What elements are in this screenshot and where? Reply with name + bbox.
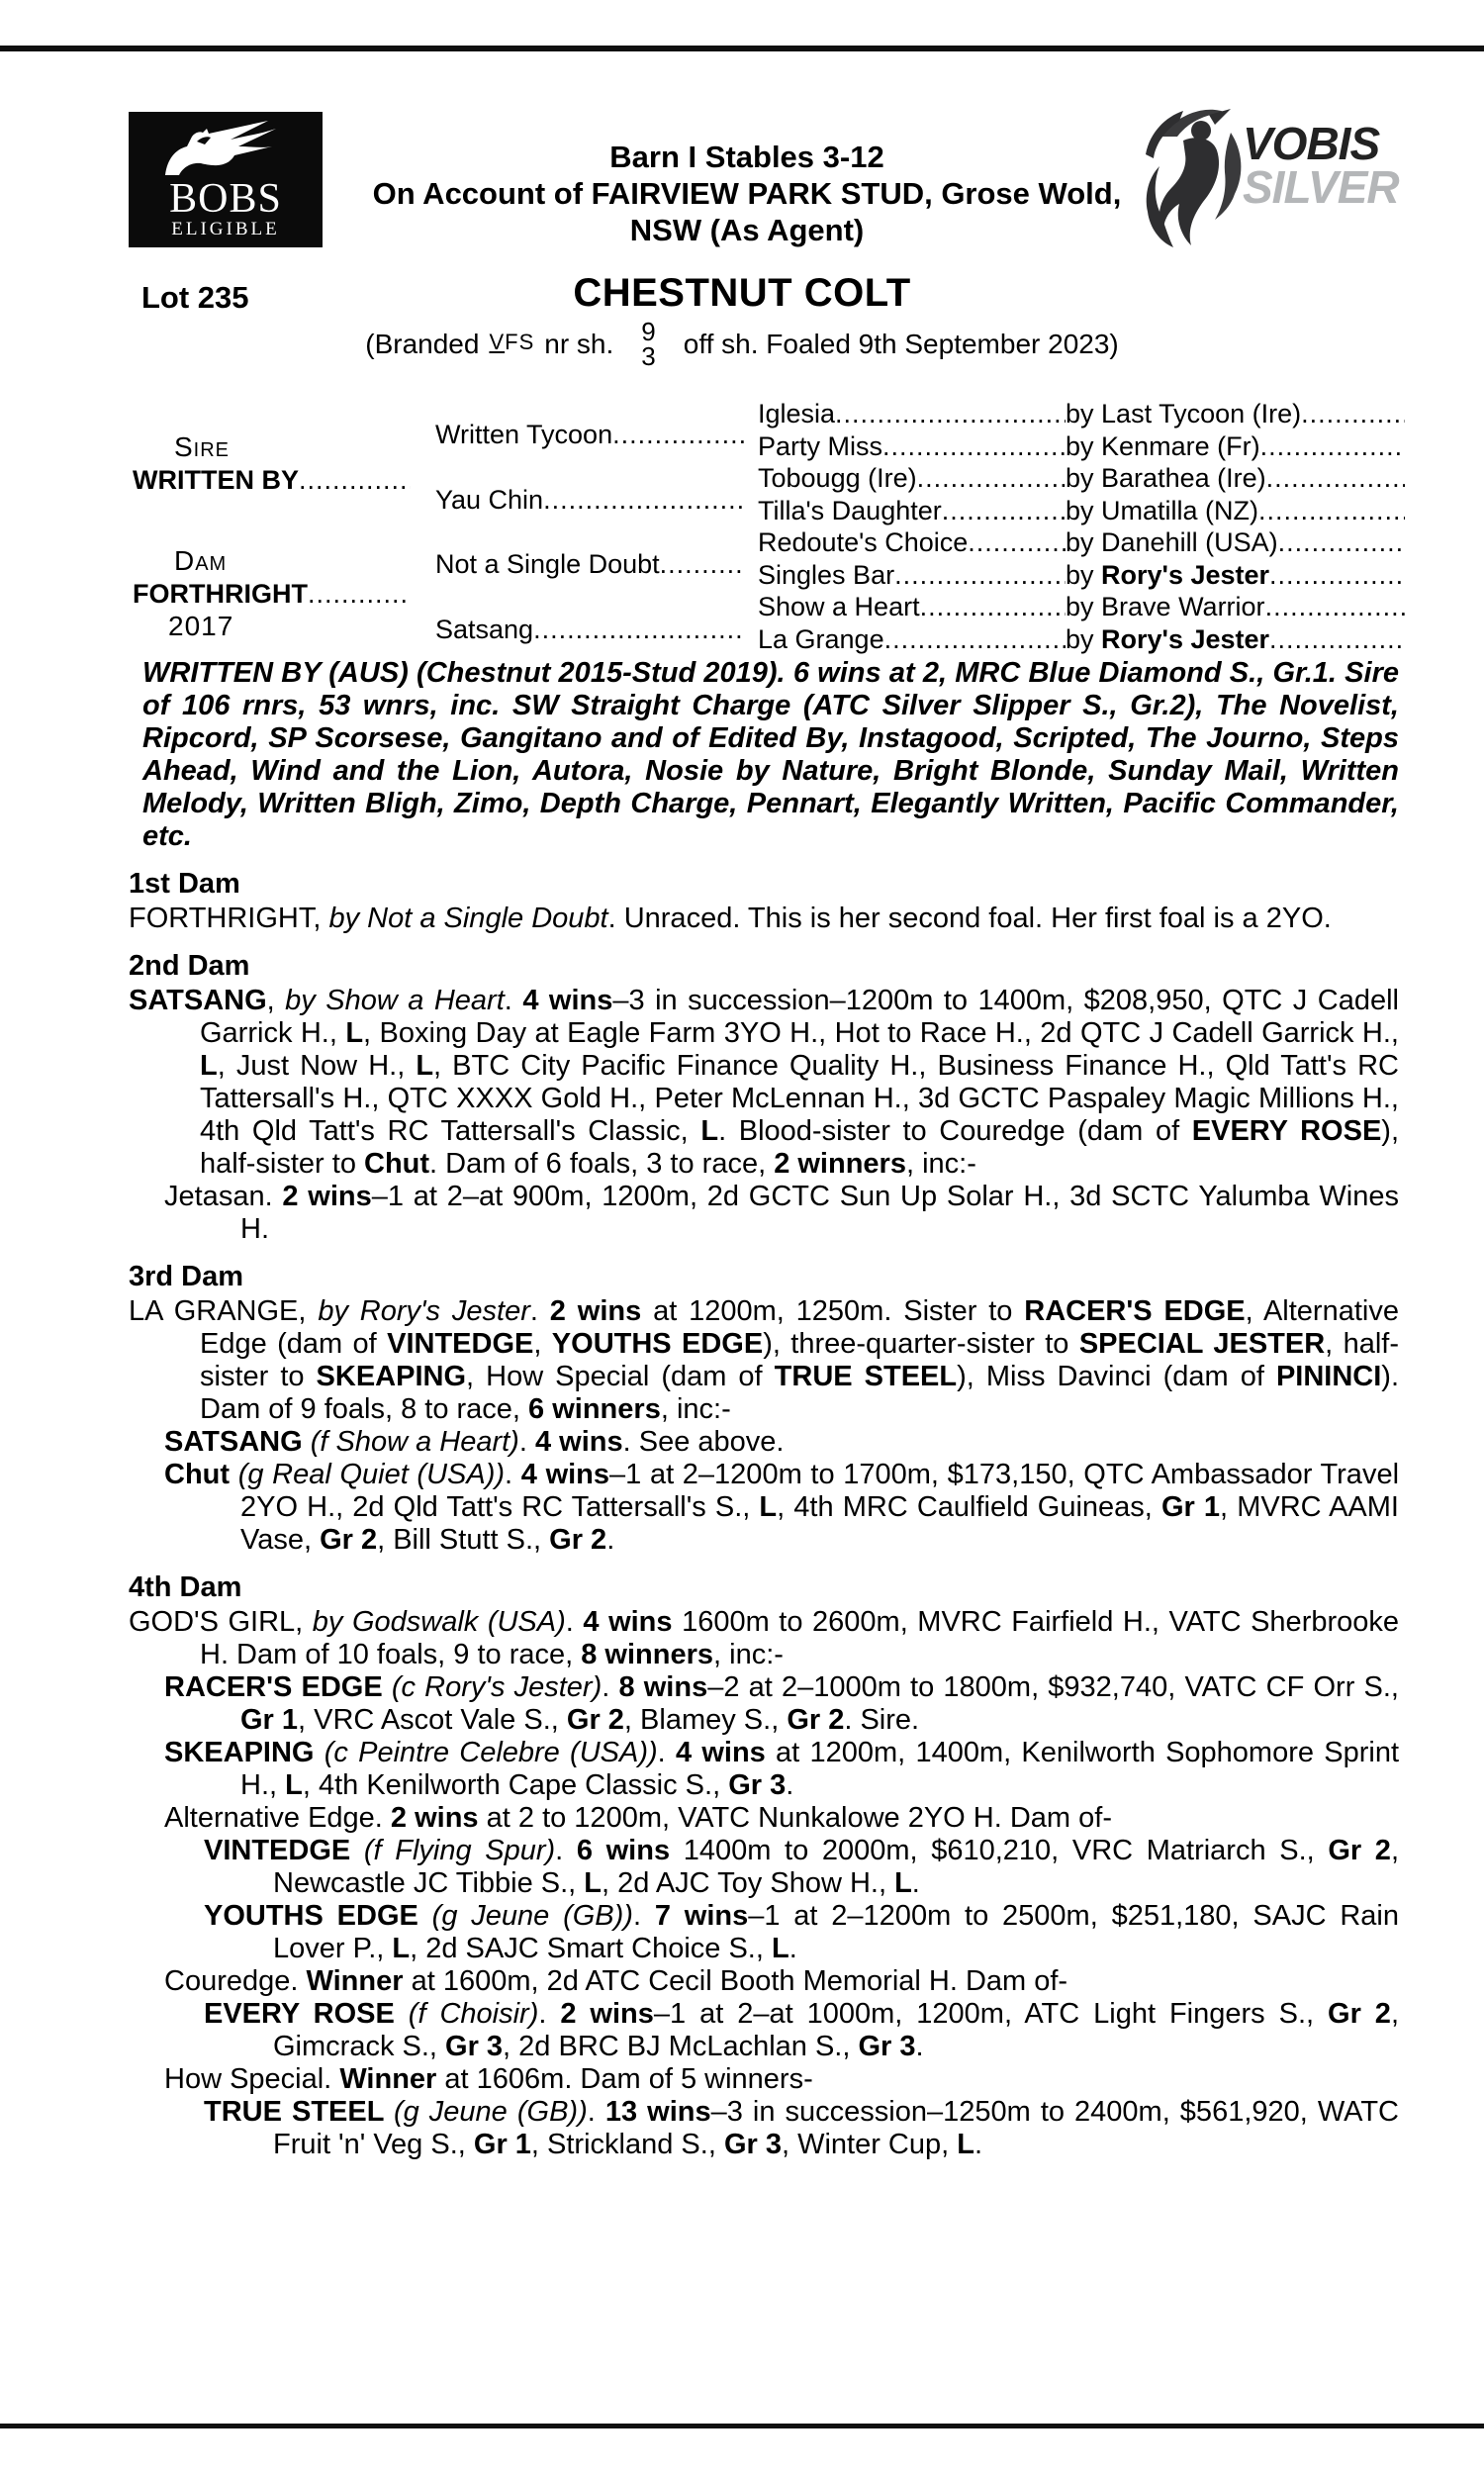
pedigree-table (133, 394, 1405, 663)
text-segment: by Show a Heart (285, 985, 505, 1016)
text-segment: . (974, 2129, 983, 2160)
text-segment: ). Dam of 9 foals, 8 to race, (200, 1361, 1399, 1425)
pedigree-paragraph (129, 1606, 1399, 1671)
text-segment: –3 in succession–1250m to 2400m, $561,920, WATC Fruit 'n' Veg S., (273, 2096, 1400, 2160)
text-segment: 2 wins (560, 1998, 654, 2030)
dot-leader (1301, 398, 1405, 429)
sire-summary-paragraph (129, 657, 1399, 853)
great-grandparent-sire-row (1066, 526, 1405, 558)
text-segment: . Dam of 6 foals, 3 to race, (429, 1148, 775, 1180)
text-segment: . (529, 1295, 550, 1327)
text-segment: Gr 3 (445, 2031, 504, 2062)
text-segment: 6 wins (576, 1835, 671, 1866)
text-segment: 1400m to 2000m, $610,210, VRC Matriarch S., (670, 1835, 1329, 1866)
dot-leader (612, 419, 746, 450)
great-grandparent-name: Tilla's Daughter (758, 496, 942, 525)
section-heading: 4th Dam (129, 1571, 242, 1603)
text-segment: ), three-quarter-sister to (763, 1328, 1079, 1360)
text-segment: L (584, 1867, 603, 1899)
dam-year: 2017 (168, 611, 234, 641)
pedigree-paragraph (129, 903, 1399, 935)
great-grandparent-sire: by Umatilla (NZ) (1066, 496, 1259, 525)
text-segment: , Newcastle JC Tibbie S., (273, 1835, 1399, 1899)
text-segment: . (657, 1737, 676, 1768)
text-segment: , BTC City Pacific Finance Quality H., Business Finance H., Qld Tatt's RC Tattersall's H., QTC XXXX Gold H., Peter McLennan H., 3d GCTC Paspaley Magic Millions H., 4th Qld Tatt's RC Tattersall's Classic, (200, 1050, 1399, 1147)
text-segment: 4 wins (520, 1459, 610, 1490)
dot-leader (884, 623, 1066, 655)
pedigree-paragraph (129, 1295, 1399, 1426)
text-segment: 4 wins (522, 985, 613, 1016)
text-segment: –3 in succession–1200m to 1400m, $208,950, QTC J Cadell Garrick H., (200, 985, 1399, 1049)
section-heading: 1st Dam (129, 868, 240, 900)
text-segment: 8 wins (618, 1671, 708, 1703)
text-segment: –1 at 2–at 900m, 1200m, 2d GCTC Sun Up Solar H., 3d SCTC Yalumba Wines H. (240, 1181, 1399, 1245)
text-segment: . (587, 2096, 605, 2128)
pedigree-paragraph (129, 1426, 1399, 1459)
text-segment: L (416, 1050, 434, 1082)
great-grandparent-row (758, 430, 1066, 462)
text-segment: , MVRC AAMI Vase, (240, 1491, 1399, 1556)
text-segment: SPECIAL JESTER (1078, 1328, 1326, 1360)
text-segment: , 2d BRC BJ McLachlan S., (503, 2031, 859, 2062)
text-segment: . (632, 1900, 655, 1932)
jockey-horse-icon (1140, 103, 1247, 259)
great-grandparent-row (758, 526, 1066, 558)
text-segment: , (533, 1328, 552, 1360)
dam-name-row (133, 578, 411, 610)
text-segment: L (759, 1491, 778, 1523)
text-segment: 13 wins (604, 2096, 711, 2128)
dot-leader (1258, 495, 1405, 526)
text-segment: Gr 2 (566, 1704, 624, 1736)
dot-leader (920, 591, 1066, 622)
text-segment: . (505, 1459, 521, 1490)
text-segment: (c Peintre Celebre (USA)) (324, 1737, 658, 1768)
pedigree-paragraph (129, 1802, 1399, 1835)
text-segment: Gr 3 (858, 2031, 916, 2062)
text-segment: . (788, 1933, 797, 1964)
dot-leader (917, 462, 1066, 494)
text-segment: 4 wins (583, 1606, 673, 1638)
pedigree-paragraph (129, 2063, 1399, 2096)
text-segment: , Alternative Edge (dam of (200, 1295, 1399, 1360)
lot-number: Lot 235 (141, 280, 249, 315)
text-segment: at 1200m, 1250m. Sister to (641, 1295, 1025, 1327)
pedigree-paragraph (129, 985, 1399, 1181)
brand-number-stack (641, 317, 656, 371)
dot-leader (942, 495, 1066, 526)
section-heading: 2nd Dam (129, 950, 250, 982)
text-segment: (c Rory's Jester) (391, 1671, 603, 1703)
text-segment: . (915, 2031, 924, 2062)
text-segment: , inc:- (713, 1639, 784, 1670)
grandparent-name: Written Tycoon (435, 420, 613, 449)
text-segment: . Blood-sister to Couredge (dam of (718, 1115, 1192, 1147)
great-grandparent-name: Tobougg (Ire) (758, 463, 917, 493)
pedigree-paragraph (129, 1737, 1399, 1802)
grandparent-row (435, 614, 746, 645)
text-segment: , half-sister to (200, 1328, 1400, 1392)
pedigree-paragraph (129, 2096, 1399, 2161)
great-grandparent-sire: by Last Tycoon (Ire) (1066, 399, 1302, 428)
grandparent-name: Yau Chin (435, 485, 544, 515)
sire-name-row (133, 464, 411, 496)
text-segment: by Rory's Jester (318, 1295, 530, 1327)
text-segment: L (200, 1050, 218, 1082)
great-grandparent-sire-name: Danehill (USA) (1101, 527, 1278, 557)
branded-line (0, 317, 1484, 371)
text-segment: , Just Now H., (217, 1050, 417, 1082)
text-segment: Gr 2 (1328, 1998, 1391, 2030)
sire-label: Sire (174, 431, 231, 462)
text-segment: TRUE STEEL (204, 2096, 394, 2128)
text-segment: . (518, 1426, 535, 1458)
brand-number-top: 9 (641, 317, 656, 346)
text-segment: Jetasan. (164, 1181, 283, 1212)
text-segment: 1600m to 2600m, MVRC Fairfield H., VATC Sherbrooke H. Dam of 10 foals, 9 to race, (200, 1606, 1400, 1670)
great-grandparent-name: Party Miss (758, 431, 883, 461)
account-line-2: NSW (As Agent) (629, 213, 865, 247)
text-segment: L (957, 2129, 974, 2160)
text-segment: Chut (164, 1459, 238, 1490)
text-segment: , Blamey S., (623, 1704, 788, 1736)
dot-leader (308, 578, 411, 610)
text-segment: Gr 3 (728, 1769, 787, 1801)
great-grandparent-row (758, 591, 1066, 622)
great-grandparent-name: Show a Heart (758, 592, 920, 621)
sire-name: WRITTEN BY (133, 465, 299, 495)
great-grandparent-sire: by Rory's Jester (1066, 560, 1270, 590)
vobis-word: VOBIS (1243, 118, 1380, 169)
text-segment: , Bill Stutt S., (377, 1524, 550, 1556)
grandparent-row (435, 548, 746, 580)
text-segment: Gr 1 (1160, 1491, 1221, 1523)
text-segment: , inc:- (660, 1393, 731, 1425)
great-grandparent-row (758, 559, 1066, 591)
text-segment: VINTEDGE (204, 1835, 364, 1866)
text-segment: –1 at 2–at 1000m, 1200m, ATC Light Fingers S., (653, 1998, 1329, 2030)
great-grandparent-sire-row (1066, 559, 1405, 591)
text-segment: Gr 2 (1328, 1835, 1391, 1866)
great-grandparent-name: La Grange (758, 624, 884, 654)
text-segment: SKEAPING (164, 1737, 325, 1768)
text-segment: 2 wins (390, 1802, 479, 1834)
pedigree-paragraph (129, 1998, 1399, 2063)
text-segment: , Winter Cup, (781, 2129, 958, 2160)
account-line: On Account of FAIRVIEW PARK STUD, Grose Wold, (372, 176, 1122, 211)
branded-suffix: off sh. Foaled 9th September 2023) (683, 329, 1119, 359)
text-segment: L (392, 1933, 411, 1964)
dot-leader (1265, 591, 1405, 622)
text-segment: PININCI (1275, 1361, 1382, 1392)
bobs-logo-text: BOBS (169, 176, 282, 222)
text-segment: . Unraced. This is her second foal. Her first foal is a 2YO. (607, 903, 1332, 934)
text-segment: , 4th Kenilworth Cape Classic S., (302, 1769, 729, 1801)
text-segment: L (345, 1017, 364, 1049)
text-segment: . (565, 1606, 584, 1638)
text-segment: Alternative Edge. (164, 1802, 391, 1834)
brand-mark: VFS (489, 330, 535, 354)
text-segment: 8 winners (581, 1639, 714, 1670)
text-segment: EVERY ROSE (1191, 1115, 1382, 1147)
dot-leader (894, 559, 1066, 591)
text-segment: RACER'S EDGE (1024, 1295, 1246, 1327)
branded-mid: nr sh. (544, 329, 614, 359)
text-segment: . (504, 985, 523, 1016)
great-grandparent-sire: by Brave Warrior (1066, 592, 1265, 621)
pedigree-paragraph (129, 1835, 1399, 1900)
great-grandparent-sire-name: Rory's Jester (1101, 560, 1270, 590)
dot-leader (1260, 430, 1405, 462)
great-grandparent-row (758, 495, 1066, 526)
dot-leader (660, 548, 746, 580)
text-segment: (g Jeune (GB)) (431, 1900, 633, 1932)
text-segment: , Boxing Day at Eagle Farm 3YO H., Hot to Race H., 2d QTC J Cadell Garrick H., (363, 1017, 1399, 1049)
great-grandparent-name: Iglesia (758, 399, 836, 428)
text-segment: GOD'S GIRL, (129, 1606, 313, 1638)
text-segment: 4 wins (675, 1737, 766, 1768)
text-segment: FORTHRIGHT, (129, 903, 329, 934)
pedigree-paragraph (129, 1459, 1399, 1557)
great-grandparent-sire: by Barathea (Ire) (1066, 463, 1266, 493)
great-grandparent-sire-row (1066, 462, 1405, 494)
branded-prefix: (Branded (365, 329, 480, 359)
text-segment: ), half-sister to (200, 1115, 1399, 1180)
text-segment: , 2d AJC Toy Show H., (602, 1867, 895, 1899)
grandparent-row (435, 419, 746, 450)
text-segment: How Special. (164, 2063, 340, 2095)
dot-leader (1269, 623, 1405, 655)
text-segment: . (786, 1769, 794, 1801)
text-segment: (g Real Quiet (USA)) (237, 1459, 506, 1490)
great-grandparent-sire: by Rory's Jester (1066, 624, 1270, 654)
text-segment: L (771, 1933, 789, 1964)
dot-leader (1269, 559, 1405, 591)
section-heading: 3rd Dam (129, 1261, 244, 1292)
great-grandparent-sire-row (1066, 623, 1405, 655)
text-segment: . (911, 1867, 920, 1899)
text-segment: , 4th MRC Caulfield Guineas, (777, 1491, 1161, 1523)
horse-head-icon (151, 118, 300, 179)
top-rule (0, 46, 1484, 51)
brand-number-bottom: 3 (641, 341, 656, 371)
text-segment: SATSANG (129, 985, 267, 1016)
text-segment: 2 winners (774, 1148, 906, 1180)
text-segment: . (555, 1835, 577, 1866)
text-segment: YOUTHS EDGE (551, 1328, 764, 1360)
text-segment: (f Show a Heart) (310, 1426, 519, 1458)
text-segment: –1 at 2–1200m to 2500m, $251,180, SAJC Rain Lover P., (273, 1900, 1399, 1964)
text-segment: TRUE STEEL (774, 1361, 958, 1392)
text-segment: by Godswalk (USA) (312, 1606, 566, 1638)
great-grandparent-sire-row (1066, 430, 1405, 462)
text-segment: L (700, 1115, 719, 1147)
text-segment: Gr 1 (240, 1704, 299, 1736)
text-segment: L (894, 1867, 912, 1899)
text-segment: SKEAPING (316, 1361, 467, 1392)
bobs-eligible-logo (129, 112, 323, 247)
text-segment: 4 wins (534, 1426, 623, 1458)
grandparent-name: Not a Single Doubt (435, 549, 660, 579)
text-segment: Couredge. (164, 1965, 307, 1997)
barn-line: Barn I Stables 3-12 (609, 140, 884, 174)
text-segment: , VRC Ascot Vale S., (298, 1704, 567, 1736)
great-grandparent-row (758, 398, 1066, 429)
great-grandparent-sire-row (1066, 398, 1405, 429)
vendor-header (326, 139, 1167, 248)
text-segment: L (285, 1769, 303, 1801)
dot-leader (299, 464, 411, 496)
text-segment: Chut (364, 1148, 430, 1180)
text-segment: , Gimcrack S., (273, 1998, 1399, 2062)
great-grandparent-sire-name: Umatilla (NZ) (1101, 496, 1259, 525)
text-segment: . (602, 1671, 619, 1703)
text-segment: ), Miss Davinci (dam of (957, 1361, 1276, 1392)
text-segment: 7 wins (654, 1900, 749, 1932)
dot-leader (533, 614, 746, 645)
bottom-rule (0, 2424, 1484, 2428)
text-segment: Gr 1 (473, 2129, 531, 2160)
text-segment: , inc:- (905, 1148, 976, 1180)
text-segment: , How Special (dam of (466, 1361, 775, 1392)
great-grandparent-name: Singles Bar (758, 560, 895, 590)
text-segment: –1 at 2–1200m to 1700m, $173,150, QTC Ambassador Travel 2YO H., 2d Qld Tatt's RC Tattersall's S., (240, 1459, 1400, 1523)
text-segment: EVERY ROSE (204, 1998, 409, 2030)
text-segment: at 2 to 1200m, VATC Nunkalowe 2YO H. Dam of- (478, 1802, 1112, 1834)
grandparent-name: Satsang (435, 615, 534, 644)
text-segment: Winner (339, 2063, 437, 2095)
grandparent-row (435, 484, 746, 516)
great-grandparent-sire-name: Kenmare (Fr) (1101, 431, 1260, 461)
text-segment: RACER'S EDGE (164, 1671, 392, 1703)
text-segment: Winner (306, 1965, 404, 1997)
text-segment: , 2d SAJC Smart Choice S., (410, 1933, 772, 1964)
great-grandparent-row (758, 462, 1066, 494)
text-segment: by Not a Single Doubt (328, 903, 608, 934)
text-segment: . Sire. (844, 1704, 920, 1736)
silver-word: SILVER (1243, 161, 1399, 213)
horse-title: CHESTNUT COLT (573, 271, 911, 315)
great-grandparent-sire-name: Last Tycoon (Ire) (1101, 399, 1302, 428)
text-segment: VINTEDGE (387, 1328, 534, 1360)
text-segment: SATSANG (164, 1426, 311, 1458)
pedigree-paragraph (129, 1900, 1399, 1965)
vobis-logo-text (1243, 118, 1399, 213)
pedigree-paragraph (129, 1671, 1399, 1737)
text-segment: Gr 2 (787, 1704, 845, 1736)
text-segment: 2 wins (282, 1181, 372, 1212)
great-grandparent-sire: by Danehill (USA) (1066, 527, 1278, 557)
pedigree-paragraph (129, 1181, 1399, 1246)
great-grandparent-sire-row (1066, 495, 1405, 526)
text-segment: WRITTEN BY (AUS) (Chestnut 2015-Stud 2019). 6 wins at 2, MRC Blue Diamond S., Gr.1. Sire of 106 rnrs, 53 wnrs, inc. SW Straight Charge (ATC Silver Slipper S., Gr.2), The Novelist, Ripcord, SP Scorsese, Gangitano and of Edited By, Instagood, Scripted, The Journo, Steps Ahead, Wind and the Lion, Autora, Nosie by Nature, Bright Blonde, Sunday Mail, Written Melody, Written Bligh, Zimo, Depth Charge, Pennart, Elegantly Written, Pacific Commander, etc. (142, 657, 1399, 852)
text-segment: at 1606m. Dam of 5 winners- (436, 2063, 813, 2095)
text-segment: 6 winners (528, 1393, 661, 1425)
dot-leader (543, 484, 746, 516)
text-segment: LA GRANGE, (129, 1295, 319, 1327)
text-segment: . (606, 1524, 615, 1556)
vobis-silver-logo (1140, 103, 1427, 261)
dot-leader (1266, 462, 1405, 494)
text-segment: . (538, 1998, 561, 2030)
pedigree-paragraph (129, 1965, 1399, 1998)
great-grandparent-sire-name: Brave Warrior (1101, 592, 1265, 621)
text-segment: , Strickland S., (530, 2129, 724, 2160)
dot-leader (835, 398, 1066, 429)
dam-name: FORTHRIGHT (133, 579, 308, 609)
text-segment: , (266, 985, 286, 1016)
text-segment: (f Choisir) (408, 1998, 539, 2030)
dot-leader (1278, 526, 1405, 558)
text-segment: Gr 3 (723, 2129, 782, 2160)
text-segment: Gr 2 (320, 1524, 378, 1556)
text-segment: at 1600m, 2d ATC Cecil Booth Memorial H. Dam of- (403, 1965, 1068, 1997)
dot-leader (968, 526, 1066, 558)
great-grandparent-sire: by Kenmare (Fr) (1066, 431, 1260, 461)
text-segment: 2 wins (549, 1295, 642, 1327)
dot-leader (882, 430, 1066, 462)
great-grandparent-sire-row (1066, 591, 1405, 622)
text-segment: –2 at 2–1000m to 1800m, $932,740, VATC CF Orr S., (707, 1671, 1399, 1703)
text-segment: (f Flying Spur) (363, 1835, 556, 1866)
great-grandparent-sire-name: Barathea (Ire) (1101, 463, 1266, 493)
great-grandparent-name: Redoute's Choice (758, 527, 969, 557)
text-segment: (g Jeune (GB)) (393, 2096, 588, 2128)
text-segment: . See above. (622, 1426, 785, 1458)
text-segment: YOUTHS EDGE (204, 1900, 432, 1932)
text-segment: Gr 2 (549, 1524, 607, 1556)
dam-label: Dam (174, 545, 228, 576)
bobs-eligible-text: ELIGIBLE (171, 219, 280, 239)
great-grandparent-sire-name: Rory's Jester (1101, 624, 1270, 654)
great-grandparent-row (758, 623, 1066, 655)
pedigree-body-text (129, 657, 1399, 2161)
text-segment: at 1200m, 1400m, Kenilworth Sophomore Sprint H., (240, 1737, 1399, 1801)
